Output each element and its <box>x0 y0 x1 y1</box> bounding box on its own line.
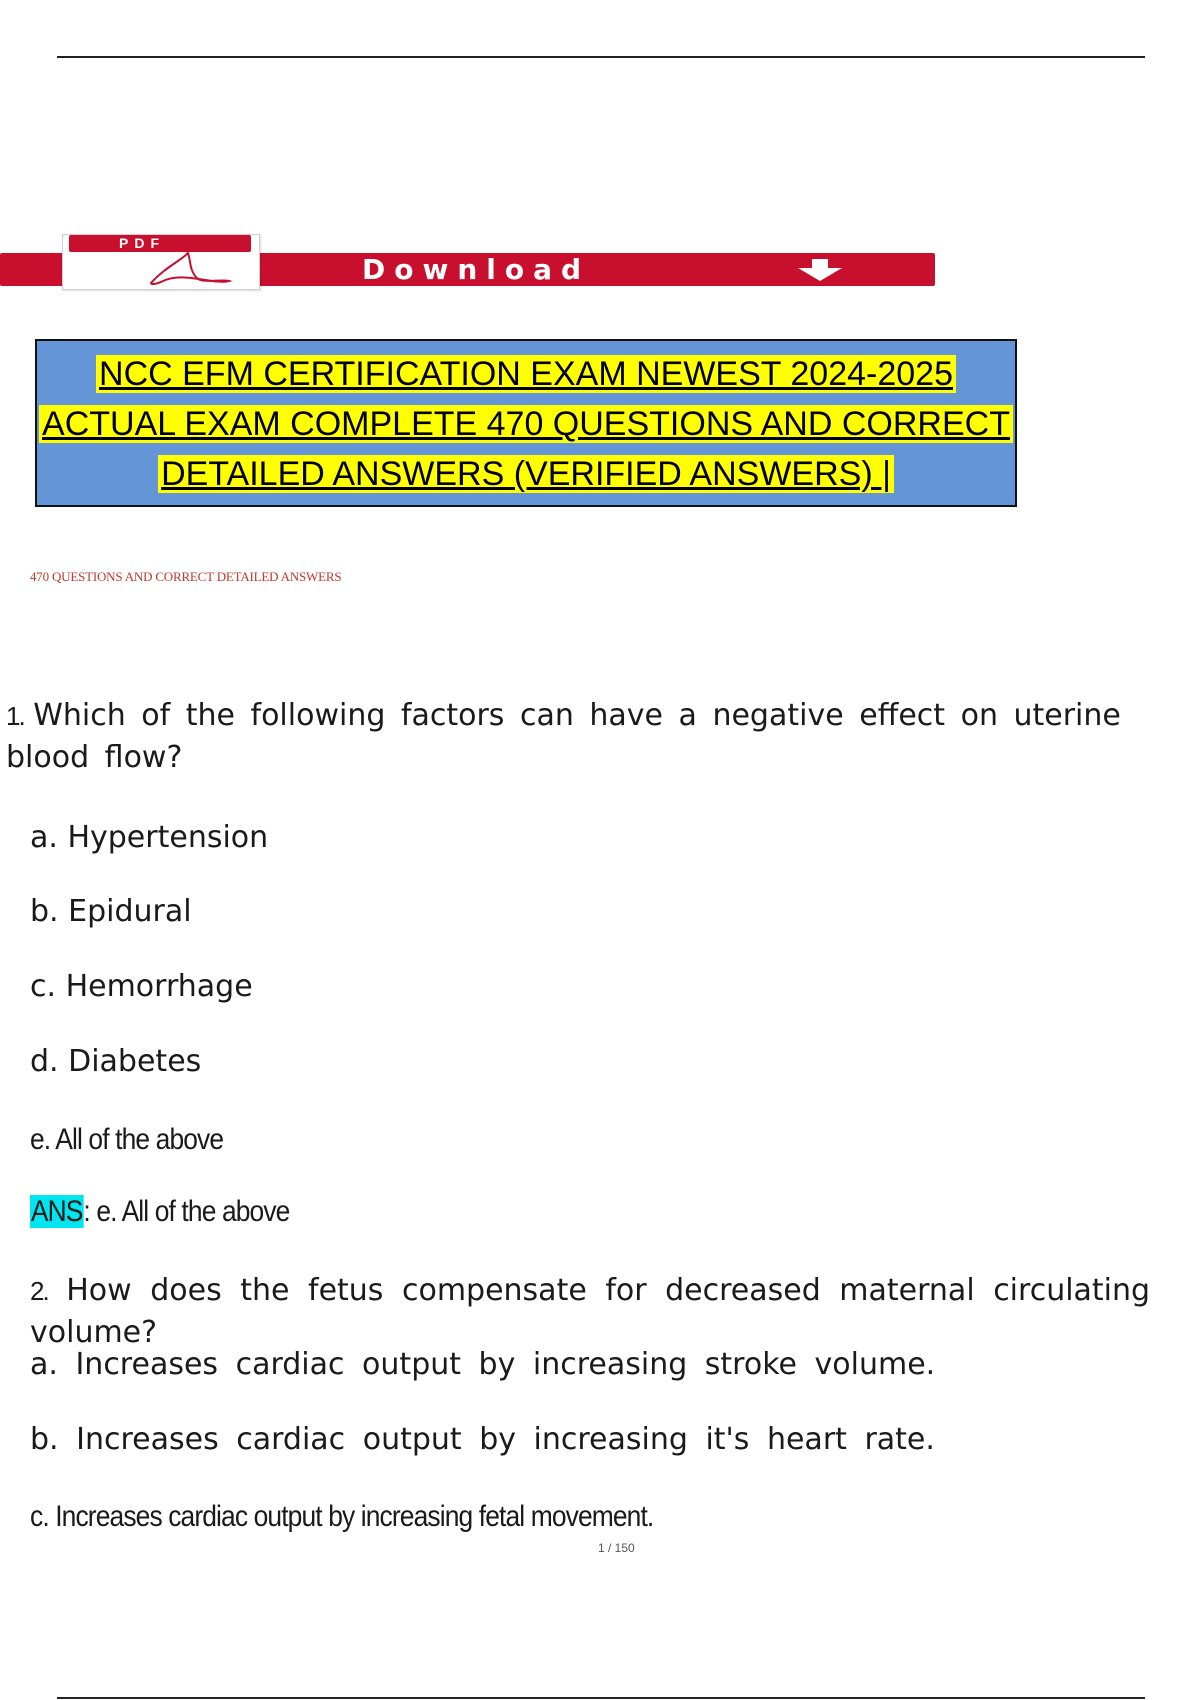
document-subtitle: 470 QUESTIONS AND CORRECT DETAILED ANSWERS <box>30 569 342 584</box>
option-b: b. Increases cardiac output by increasing it's heart rate. <box>30 1422 935 1457</box>
question-1 <box>6 695 1136 779</box>
option-e: e. All of the above <box>30 1123 224 1156</box>
answer-label: ANS <box>30 1195 83 1228</box>
pdf-label: PDF <box>69 235 251 252</box>
download-arrow-icon[interactable] <box>790 257 850 283</box>
title-line-1: NCC EFM CERTIFICATION EXAM NEWEST 2024-2025 <box>37 349 1015 399</box>
question-number: 2. <box>30 1276 48 1306</box>
question-number: 1. <box>6 701 24 731</box>
download-label[interactable]: Download <box>362 253 591 286</box>
top-rule <box>57 56 1145 58</box>
title-line-2: ACTUAL EXAM COMPLETE 470 QUESTIONS AND CORRECT <box>37 399 1015 449</box>
acrobat-logo-icon <box>143 249 233 287</box>
option-d: d. Diabetes <box>30 1044 202 1079</box>
question-text: Which of the following factors can have a negative effect on uterine blood flow? <box>6 698 1121 775</box>
option-c: c. Hemorrhage <box>30 969 253 1004</box>
document-title-box <box>35 339 1017 507</box>
option-a: a. Hypertension <box>30 820 269 855</box>
pdf-icon <box>62 234 260 290</box>
option-a: a. Increases cardiac output by increasing stroke volume. <box>30 1347 936 1382</box>
title-line-3: DETAILED ANSWERS (VERIFIED ANSWERS) | <box>37 449 1015 499</box>
page-number: 1 / 150 <box>598 1541 635 1555</box>
question-text: How does the fetus compensate for decreased maternal circulating volume? <box>30 1273 1151 1350</box>
question-2 <box>30 1270 1200 1354</box>
answer-line <box>30 1192 289 1232</box>
option-b: b. Epidural <box>30 894 192 929</box>
bottom-rule <box>57 1697 1145 1699</box>
answer-text: : e. All of the above <box>83 1195 290 1228</box>
download-banner[interactable] <box>0 230 935 290</box>
option-c: c. Increases cardiac output by increasing fetal movement. <box>30 1500 654 1533</box>
